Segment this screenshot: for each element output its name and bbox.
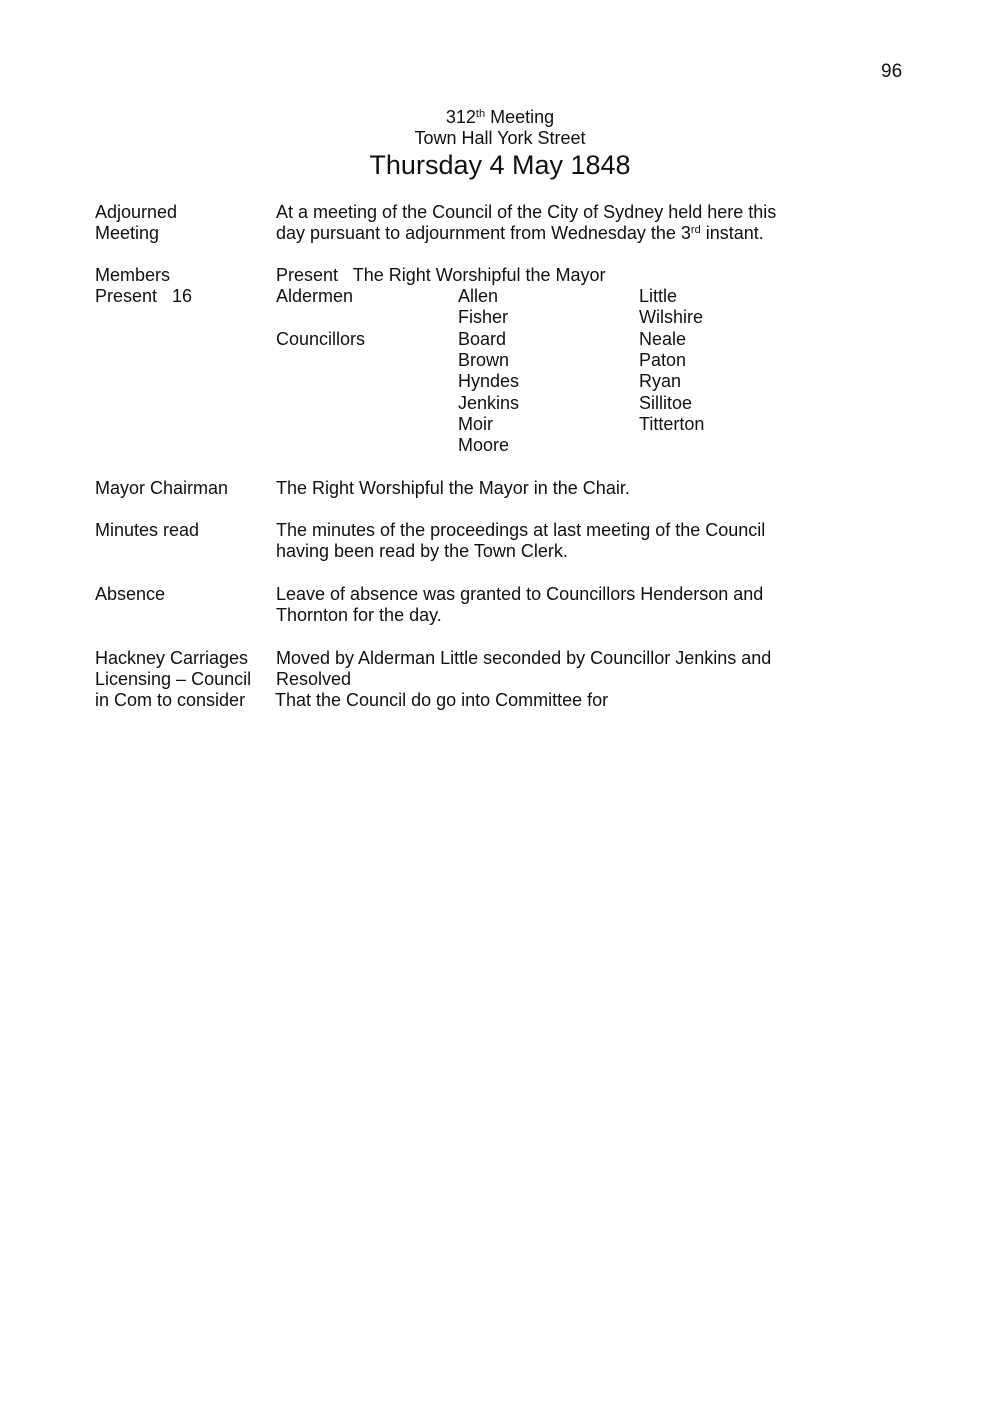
margin-note-members: Members	[95, 265, 171, 285]
margin-note-meeting: Meeting	[95, 223, 160, 243]
councillor-name: Paton	[639, 350, 687, 370]
alderman-name: Allen	[458, 286, 499, 306]
absence-text-line1: Leave of absence was granted to Councillors Henderson and	[276, 584, 764, 604]
present-mayor-line: Present The Right Worshipful the Mayor	[276, 265, 606, 285]
margin-note-adjourned: Adjourned	[95, 202, 178, 222]
councillor-name: Jenkins	[458, 393, 520, 413]
minutes-text-line2: having been read by the Town Clerk.	[276, 541, 568, 561]
alderman-name: Little	[639, 286, 678, 306]
chairman-text: The Right Worshipful the Mayor in the Chair.	[276, 478, 630, 498]
hackney-text-line3: That the Council do go into Committee for	[275, 690, 609, 710]
meeting-number: 312	[445, 107, 476, 127]
councillor-name: Moir	[458, 414, 493, 434]
councillor-name: Titterton	[639, 414, 705, 434]
margin-note-chairman: Mayor Chairman	[95, 478, 229, 498]
councillor-name: Hyndes	[458, 371, 520, 391]
adjourned-text-line2	[276, 223, 764, 244]
aldermen-label: Aldermen	[276, 286, 354, 306]
meeting-word: Meeting	[485, 107, 555, 127]
margin-note-present-count: Present 16	[95, 286, 193, 306]
meeting-ordinal-suffix: th	[475, 108, 486, 120]
margin-note-absence: Absence	[95, 584, 166, 604]
councillor-name: Board	[458, 329, 507, 349]
absence-text-line2: Thornton for the day.	[276, 605, 442, 625]
meeting-venue: Town Hall York Street	[414, 128, 586, 148]
alderman-name: Wilshire	[639, 307, 704, 327]
adjourned-text-line2-main: day pursuant to adjournment from Wednesday the 3	[276, 223, 691, 243]
councillors-label: Councillors	[276, 329, 366, 349]
councillor-name: Ryan	[639, 371, 682, 391]
councillor-name: Neale	[639, 329, 687, 349]
hackney-text-line2: Resolved	[276, 669, 352, 689]
adjourned-ordinal-suffix: rd	[690, 224, 701, 236]
minutes-text-line1: The minutes of the proceedings at last meeting of the Council	[276, 520, 766, 540]
meeting-heading	[0, 107, 1000, 128]
margin-note-committee: in Com to consider	[95, 690, 246, 710]
margin-note-hackney: Hackney Carriages	[95, 648, 249, 668]
margin-note-minutes: Minutes read	[95, 520, 200, 540]
hackney-text-line1: Moved by Alderman Little seconded by Councillor Jenkins and	[276, 648, 772, 668]
meeting-date: Thursday 4 May 1848	[369, 150, 631, 180]
adjourned-text-line1: At a meeting of the Council of the City of Sydney held here this	[276, 202, 777, 222]
alderman-name: Fisher	[458, 307, 509, 327]
councillor-name: Brown	[458, 350, 510, 370]
margin-note-licensing: Licensing – Council	[95, 669, 252, 689]
adjourned-text-line2-end: instant.	[700, 223, 764, 243]
page-number: 96	[881, 61, 903, 82]
councillor-name: Sillitoe	[639, 393, 693, 413]
councillor-name: Moore	[458, 435, 510, 455]
